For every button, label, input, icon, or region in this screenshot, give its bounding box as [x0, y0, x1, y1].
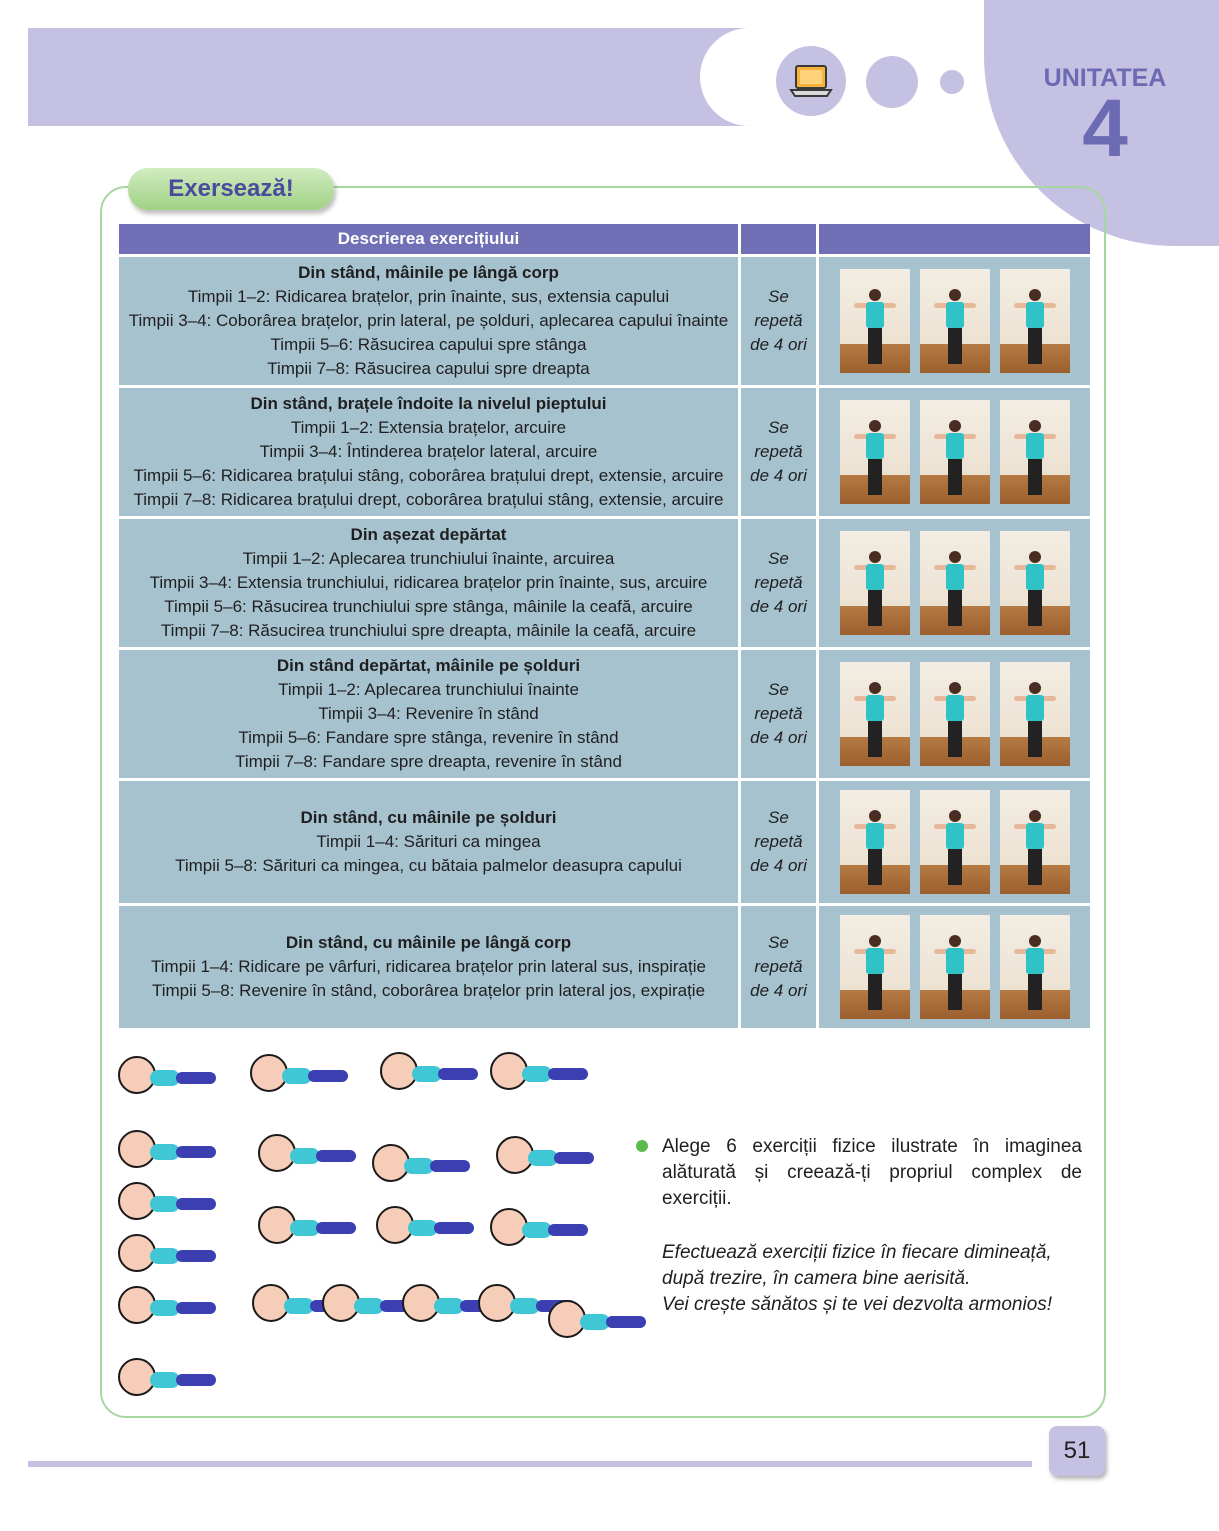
exercise-description [119, 781, 738, 903]
repeat-count [741, 519, 816, 647]
exercise-photo [920, 400, 990, 504]
repeat-text: repetă [754, 957, 803, 976]
table-header-row [119, 224, 1090, 254]
motto-line: Efectuează exerciții fizice în fiecare dimineață, [662, 1242, 1052, 1263]
exercise-description [119, 650, 738, 778]
repeat-text: repetă [754, 832, 803, 851]
section-tag: Exersează! [128, 168, 334, 210]
cartoon-figure [490, 1126, 602, 1190]
repeat-count [741, 781, 816, 903]
exercise-step: Timpii 1–4: Ridicare pe vârfuri, ridicarea brațelor prin lateral sus, inspirație [151, 957, 706, 976]
exercise-photo [840, 790, 910, 894]
table-row [119, 519, 1090, 647]
exercise-start-position: Din stând, brațele îndoite la nivelul pieptului [250, 394, 607, 413]
exercise-photo [1000, 531, 1070, 635]
repeat-text: repetă [754, 442, 803, 461]
header-images [819, 224, 1090, 254]
repeat-text: de 4 ori [750, 597, 807, 616]
repeat-text: Se [768, 549, 789, 568]
exercise-step: Timpii 7–8: Răsucirea trunchiului spre dreapta, mâinile la ceafă, arcuire [160, 621, 697, 640]
cartoon-figure [112, 1348, 224, 1412]
exercise-step: Timpii 5–6: Ridicarea brațului stâng, coborârea brațului drept, extensie, arcuire [133, 466, 724, 485]
footer-line [28, 1461, 1032, 1467]
cartoon-figure [252, 1196, 364, 1260]
exercise-description [119, 906, 738, 1028]
exercise-step: Timpii 5–8: Revenire în stând, coborârea brațelor prin lateral jos, expirație [151, 981, 706, 1000]
exercise-photo [1000, 662, 1070, 766]
exercise-step: Timpii 1–2: Ridicarea brațelor, prin înainte, sus, extensia capului [187, 287, 670, 306]
exercise-start-position: Din stând, cu mâinile pe șolduri [300, 808, 557, 827]
table-row [119, 650, 1090, 778]
header-description: Descrierea exercițiului [119, 224, 738, 254]
unit-label: UNITATEA [1043, 64, 1167, 92]
repeat-text: Se [768, 680, 789, 699]
exercise-photo [920, 790, 990, 894]
exercise-photo [840, 400, 910, 504]
exercise-photo [1000, 790, 1070, 894]
repeat-count [741, 906, 816, 1028]
repeat-text: de 4 ori [750, 466, 807, 485]
exercise-photos [819, 650, 1090, 778]
repeat-text: repetă [754, 311, 803, 330]
exercise-step: Timpii 1–2: Extensia brațelor, arcuire [290, 418, 567, 437]
cartoon-figure [542, 1290, 654, 1354]
exercise-photo [1000, 269, 1070, 373]
repeat-text: Se [768, 418, 789, 437]
cartoon-figure [370, 1196, 482, 1260]
exercise-step: Timpii 3–4: Întinderea brațelor lateral, arcuire [259, 442, 598, 461]
exercise-photo [920, 662, 990, 766]
exercise-step: Timpii 3–4: Revenire în stând [318, 704, 539, 723]
exercise-photo [840, 662, 910, 766]
cartoon-figure [252, 1124, 364, 1188]
exercise-photos [819, 257, 1090, 385]
exercise-step: Timpii 1–2: Aplecarea trunchiului înainte, arcuirea [242, 549, 615, 568]
cartoon-figure [112, 1276, 224, 1340]
exercise-step: Timpii 7–8: Ridicarea brațului drept, coborârea brațului stâng, extensie, arcuire [133, 490, 724, 509]
exercise-description [119, 257, 738, 385]
motto-line: Vei crește sănătos și te vei dezvolta armonios! [662, 1294, 1053, 1315]
exercise-start-position: Din așezat depărtat [350, 525, 507, 544]
task-text: Alege 6 exerciții fizice ilustrate în imaginea alăturată și creează-ți propriul complex de exerciții. [662, 1136, 1082, 1209]
cartoon-figure [484, 1042, 596, 1106]
decor-circle-small [940, 70, 964, 94]
exercise-step: Timpii 5–8: Sărituri ca mingea, cu bătaia palmelor deasupra capului [175, 856, 682, 875]
exercise-step: Timpii 3–4: Extensia trunchiului, ridicarea brațelor prin înainte, sus, arcuire [149, 573, 708, 592]
repeat-text: Se [768, 808, 789, 827]
cartoon-figure [112, 1046, 224, 1110]
motto-text [662, 1240, 1082, 1318]
cartoon-figure [244, 1044, 356, 1108]
table-row [119, 906, 1090, 1028]
exercise-description [119, 519, 738, 647]
exercise-photos [819, 388, 1090, 516]
exercise-photos [819, 906, 1090, 1028]
repeat-count [741, 388, 816, 516]
unit-number: 4 [1082, 83, 1128, 174]
cartoon-figure [484, 1198, 596, 1262]
repeat-text: Se [768, 933, 789, 952]
exercise-table [116, 221, 1093, 1031]
exercise-step: Timpii 7–8: Fandare spre dreapta, revenire în stând [235, 752, 622, 771]
exercise-step: Timpii 5–6: Răsucirea trunchiului spre stânga, mâinile la ceafă, arcuire [164, 597, 693, 616]
laptop-icon-circle [776, 46, 846, 116]
exercise-photo [920, 269, 990, 373]
table-row [119, 257, 1090, 385]
header-repeat [741, 224, 816, 254]
repeat-text: repetă [754, 704, 803, 723]
header-band [28, 28, 788, 126]
exercise-start-position: Din stând, cu mâinile pe lângă corp [285, 933, 572, 952]
decor-circle-medium [866, 56, 918, 108]
exercise-photo [840, 531, 910, 635]
repeat-text: de 4 ori [750, 728, 807, 747]
repeat-text: repetă [754, 573, 803, 592]
exercise-photo [1000, 915, 1070, 1019]
exercise-photo [920, 915, 990, 1019]
exercise-photos [819, 781, 1090, 903]
exercise-start-position: Din stând depărtat, mâinile pe șolduri [276, 656, 581, 675]
exercise-step: Timpii 5–6: Răsucirea capului spre stânga [270, 335, 587, 354]
cartoon-figure [374, 1042, 486, 1106]
repeat-text: de 4 ori [750, 981, 807, 1000]
repeat-count [741, 257, 816, 385]
laptop-icon [776, 46, 846, 116]
cartoon-figure [366, 1134, 478, 1198]
exercise-photo [1000, 400, 1070, 504]
table-row [119, 781, 1090, 903]
exercise-start-position: Din stând, mâinile pe lângă corp [298, 263, 559, 282]
page-number: 51 [1049, 1426, 1105, 1476]
exercise-step: Timpii 3–4: Coborârea brațelor, prin lateral, pe șolduri, aplecarea capului înainte [128, 311, 729, 330]
exercise-step: Timpii 1–4: Sărituri ca mingea [316, 832, 541, 851]
exercise-step: Timpii 1–2: Aplecarea trunchiului înainte [278, 680, 579, 699]
cartoon-exercises-illustration [112, 1038, 612, 1404]
exercise-description [119, 388, 738, 516]
exercise-photo [840, 269, 910, 373]
exercise-step: Timpii 7–8: Răsucirea capului spre dreapta [267, 359, 590, 378]
repeat-text: de 4 ori [750, 856, 807, 875]
motto-line: după trezire, în camera bine aerisită. [662, 1268, 971, 1289]
repeat-text: Se [768, 287, 789, 306]
exercise-step: Timpii 5–6: Fandare spre stânga, revenire în stând [238, 728, 619, 747]
exercise-photo [920, 531, 990, 635]
table-row [119, 388, 1090, 516]
exercise-photo [840, 915, 910, 1019]
repeat-count [741, 650, 816, 778]
exercise-photos [819, 519, 1090, 647]
bullet-icon [636, 1140, 648, 1152]
repeat-text: de 4 ori [750, 335, 807, 354]
